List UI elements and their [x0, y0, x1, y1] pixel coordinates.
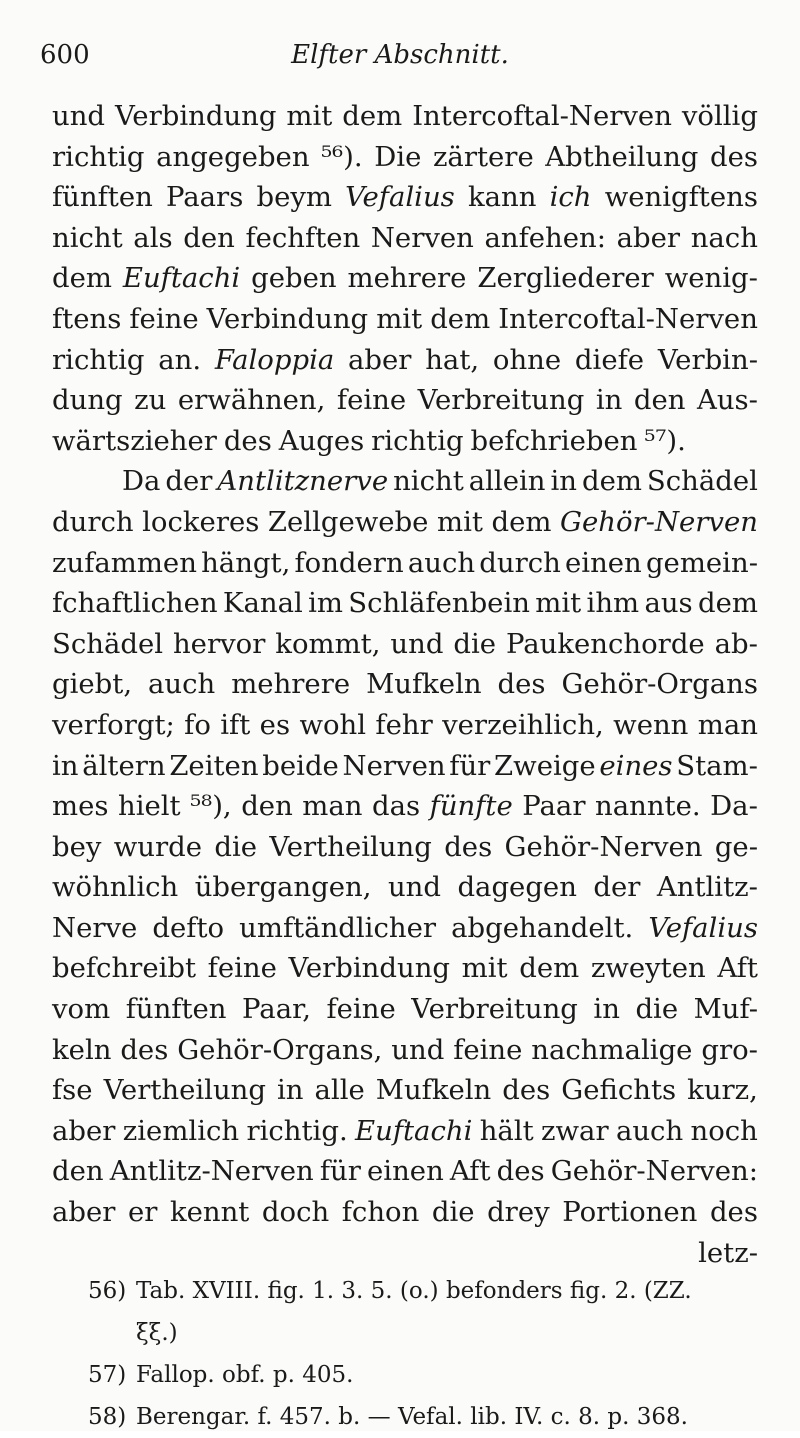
text-line	[52, 1070, 758, 1111]
word: fünfte	[429, 790, 513, 823]
word: Aus-	[696, 384, 758, 417]
word: und	[387, 871, 441, 904]
word: er	[127, 1196, 158, 1229]
word: vom	[52, 993, 111, 1026]
word: für	[449, 749, 491, 782]
word: fo	[184, 708, 211, 741]
word: aber	[616, 221, 681, 254]
text-line	[52, 989, 758, 1030]
text-line	[52, 583, 758, 624]
word: des	[497, 668, 546, 701]
word: verzeihlich,	[442, 708, 604, 741]
word: Auges	[278, 424, 365, 457]
word: fehr	[375, 708, 433, 741]
word: Intercoftal-Nerven	[412, 100, 672, 132]
word: zärtere	[432, 140, 534, 173]
text-line	[52, 1151, 758, 1192]
word: ⁵⁷).	[644, 424, 686, 457]
word: dem	[52, 262, 112, 295]
word: Verbindung	[206, 302, 369, 335]
word: den	[183, 221, 235, 254]
text-line	[52, 340, 758, 381]
word: alle	[314, 1074, 365, 1107]
word: für	[319, 1155, 361, 1188]
word: dagegen	[457, 871, 577, 904]
word: Nerven	[342, 749, 446, 782]
word: mit	[376, 302, 423, 335]
word: Gehör-Nerven:	[550, 1155, 758, 1188]
word: beym	[256, 181, 332, 214]
word: ziemlich	[122, 1114, 240, 1147]
word: auch	[407, 546, 476, 579]
word: Kanal	[222, 587, 303, 620]
word: aber	[348, 343, 412, 376]
word: in	[593, 993, 620, 1026]
word: verforgt;	[52, 708, 175, 741]
word: ältern	[82, 749, 166, 782]
word: keln	[52, 1033, 112, 1066]
word: durch	[52, 505, 134, 538]
word: Paar,	[242, 993, 311, 1026]
word: angegeben	[156, 140, 310, 173]
word: zwar	[541, 1114, 609, 1147]
word: die	[635, 993, 679, 1026]
word: Antlitznerve	[217, 465, 389, 498]
word: mehrere	[347, 262, 467, 295]
body-text	[52, 96, 758, 1273]
word: Zweige	[494, 749, 596, 782]
word: dem	[581, 465, 642, 498]
word: fünften	[52, 181, 153, 214]
word: mit	[461, 952, 508, 985]
text-line	[52, 137, 758, 178]
word: doch	[261, 1196, 330, 1229]
word: eines	[599, 749, 673, 782]
word: Gehör-Organs,	[177, 1033, 383, 1066]
word: befchreibt	[52, 952, 197, 985]
word: in	[277, 1074, 304, 1107]
word: Da	[122, 465, 161, 498]
word: feine	[453, 1033, 523, 1066]
word: in	[595, 384, 623, 417]
word: aber	[52, 1114, 116, 1147]
footnote	[88, 1312, 760, 1354]
word: Da-	[710, 790, 758, 823]
text-line	[52, 867, 758, 908]
word: Antlitz-Nerven	[109, 1155, 314, 1188]
word: Paukenchorde	[505, 627, 705, 660]
word: Schädel	[646, 465, 758, 498]
word: Euftachi	[355, 1114, 473, 1147]
word: wärtszieher	[52, 424, 217, 457]
word: dem	[430, 302, 491, 335]
word: Abtheilung	[545, 140, 699, 173]
word: wenn	[613, 708, 689, 741]
word: Verbindung	[288, 952, 451, 985]
word: Verbindung	[114, 100, 277, 132]
word: ge-	[714, 830, 758, 863]
word: Gehör-Nerven	[560, 505, 758, 538]
running-head: Elfter Abschnitt.	[291, 40, 509, 70]
text-line	[52, 380, 758, 421]
word: fondern	[294, 546, 404, 579]
word: ihm	[586, 587, 640, 620]
word: wenig-	[664, 262, 758, 295]
text-line	[52, 1111, 758, 1152]
word: ift	[220, 708, 251, 741]
word: ich	[549, 181, 592, 214]
word: bey	[52, 830, 102, 863]
word: richtig.	[246, 1114, 348, 1147]
word: feine	[326, 993, 396, 1026]
word: Zeiten	[169, 749, 259, 782]
word: Aft	[449, 1155, 491, 1188]
word: Stam-	[676, 749, 758, 782]
page-number: 600	[40, 40, 90, 70]
word: richtig	[52, 343, 145, 376]
word: Verbreitung	[411, 993, 578, 1026]
word: des	[502, 1074, 551, 1107]
word: einen	[367, 1155, 444, 1188]
word: Nerven	[370, 221, 474, 254]
word: des	[709, 1196, 758, 1229]
text-line	[52, 664, 758, 705]
text-line	[52, 96, 758, 137]
word: drey	[487, 1196, 550, 1229]
word: der	[593, 871, 641, 904]
word: wurde	[113, 830, 203, 863]
footnote	[88, 1396, 760, 1438]
word: durch	[479, 546, 561, 579]
word: aber	[52, 1196, 116, 1229]
word: nach	[690, 221, 758, 254]
word: Vertheilung	[269, 830, 432, 863]
text-line	[52, 421, 758, 462]
word: abgehandelt.	[451, 911, 634, 944]
word: die	[214, 830, 258, 863]
word: nachmalige	[531, 1033, 693, 1066]
word: kurz,	[687, 1074, 758, 1107]
word: Paar	[522, 790, 586, 823]
word: fchon	[341, 1196, 420, 1229]
word: hält	[479, 1114, 534, 1147]
word: des	[120, 1033, 169, 1066]
word: die	[453, 627, 497, 660]
text-line	[52, 948, 758, 989]
word: ⁵⁸),	[190, 790, 232, 823]
word: dem	[491, 505, 552, 538]
page-header	[40, 40, 760, 80]
word: hervor	[172, 627, 266, 660]
word: nannte.	[595, 790, 701, 823]
word: fse	[52, 1074, 93, 1107]
word: umftändlicher	[239, 911, 437, 944]
word: defto	[152, 911, 225, 944]
word: als	[133, 221, 173, 254]
word: man	[302, 790, 363, 823]
word: Paars	[166, 181, 244, 214]
text-line	[52, 1192, 758, 1233]
word: geben	[251, 262, 337, 295]
word: an.	[158, 343, 202, 376]
word: Gehör-Nerven	[504, 830, 703, 863]
word: Nerve	[52, 911, 138, 944]
word: richtig	[371, 424, 464, 457]
word: und	[391, 1033, 445, 1066]
word: feine	[336, 384, 407, 417]
text-line	[52, 705, 758, 746]
word: völlig	[681, 100, 758, 132]
word: aus	[644, 587, 693, 620]
word: Aft	[717, 952, 758, 985]
word: noch	[690, 1114, 758, 1147]
word: Schädel	[52, 627, 164, 660]
footnote	[88, 1270, 760, 1312]
word: dem	[697, 587, 758, 620]
word: zweyten	[590, 952, 706, 985]
word: Verbin-	[657, 343, 758, 376]
text-line	[52, 177, 758, 218]
word: feine	[207, 952, 277, 985]
word: kennt	[169, 1196, 250, 1229]
word: fünften	[125, 993, 227, 1026]
word: befchrieben	[470, 424, 638, 457]
word: mes	[52, 790, 109, 823]
word: kommt,	[275, 627, 381, 660]
word: lockeres	[142, 505, 260, 538]
word: Antlitz-	[656, 871, 758, 904]
word: das	[372, 790, 421, 823]
word: hängt,	[201, 546, 291, 579]
word: und	[52, 100, 106, 132]
text-line	[52, 502, 758, 543]
word: anfehen:	[484, 221, 607, 254]
word: nicht	[52, 221, 123, 254]
word: Verbreitung	[417, 384, 585, 417]
word: zufammen	[52, 546, 197, 579]
word: nicht	[393, 465, 464, 498]
text-line	[52, 746, 758, 787]
footnote-number: 58)	[88, 1404, 127, 1430]
word: Vefalius	[648, 911, 758, 944]
word: Muf-	[693, 993, 758, 1026]
text-line	[52, 543, 758, 584]
word: in	[550, 465, 577, 498]
word: ab-	[714, 627, 758, 660]
word: des	[444, 830, 493, 863]
word: wenigftens	[604, 181, 758, 214]
word: Gehör-Organs	[561, 668, 758, 701]
word: einen	[565, 546, 642, 579]
footnote-number: 56)	[88, 1278, 127, 1304]
word: kann	[467, 181, 537, 214]
word: der	[165, 465, 213, 498]
word: des	[496, 1155, 545, 1188]
word: Vefalius	[345, 181, 455, 214]
text-line	[52, 1233, 758, 1274]
word: Die	[374, 140, 422, 173]
word: Schläfenbein	[348, 587, 530, 620]
word: die	[431, 1196, 475, 1229]
word: mit	[437, 505, 483, 538]
word: allein	[468, 465, 546, 498]
word: übergangen,	[194, 871, 372, 904]
word: fchaftlichen	[52, 587, 218, 620]
text-line	[52, 1030, 758, 1071]
word: des	[710, 140, 758, 173]
word: gro-	[701, 1033, 758, 1066]
word: Mufkeln	[375, 1074, 492, 1107]
word: Intercoftal-Nerven	[498, 302, 758, 335]
text-line	[52, 258, 758, 299]
word: dem	[519, 952, 580, 985]
word: Zergliederer	[477, 262, 654, 295]
word: mehrere	[231, 668, 351, 701]
word: ohne	[492, 343, 562, 376]
footnote-text: ξξ.)	[136, 1320, 178, 1346]
word: ftens	[52, 302, 122, 335]
word: den	[633, 384, 686, 417]
word: ⁵⁶).	[321, 140, 363, 173]
word: diefe	[574, 343, 645, 376]
word: in	[52, 749, 79, 782]
word: dem	[342, 100, 403, 132]
footnote-text: Tab. XVIII. fig. 1. 3. 5. (o.) befonders fig. 2. (ZZ.	[136, 1278, 692, 1304]
word: des	[223, 424, 272, 457]
word: den	[52, 1155, 104, 1188]
word: erwähnen,	[177, 384, 326, 417]
word: dung	[52, 384, 123, 417]
word: wöhnlich	[52, 871, 179, 904]
word: Portionen	[562, 1196, 698, 1229]
word: richtig	[52, 140, 145, 173]
word: feine	[129, 302, 199, 335]
footnote	[88, 1354, 760, 1396]
word: wohl	[299, 708, 367, 741]
word: Faloppia	[214, 343, 335, 376]
word: Vertheilung	[103, 1074, 266, 1107]
word: den	[241, 790, 293, 823]
word: mit	[535, 587, 582, 620]
word: Gefichts	[561, 1074, 677, 1107]
word: letz-	[698, 1236, 758, 1269]
word: zu	[134, 384, 167, 417]
word: auch	[148, 668, 216, 701]
word: giebt,	[52, 668, 133, 701]
word: im	[308, 587, 343, 620]
footnote-text: Fallop. obf. p. 405.	[136, 1362, 354, 1388]
text-line	[52, 218, 758, 259]
word: Mufkeln	[366, 668, 482, 701]
word: beide	[262, 749, 339, 782]
footnote-number: 57)	[88, 1362, 127, 1388]
word: hat,	[425, 343, 480, 376]
word: fechften	[245, 221, 361, 254]
word: hielt	[117, 790, 181, 823]
footnotes	[88, 1270, 760, 1438]
text-line	[52, 908, 758, 949]
text-line	[52, 461, 758, 502]
word: Euftachi	[122, 262, 241, 295]
word: mit	[286, 100, 333, 132]
word: es	[259, 708, 291, 741]
footnote-text: Berengar. f. 457. b. — Vefal. lib. IV. c. 8. p. 368.	[136, 1404, 688, 1430]
text-line	[52, 827, 758, 868]
text-line	[52, 299, 758, 340]
word: Zellgewebe	[267, 505, 429, 538]
word: auch	[615, 1114, 684, 1147]
word: man	[697, 708, 758, 741]
text-line	[52, 624, 758, 665]
text-line	[52, 786, 758, 827]
word: gemein-	[645, 546, 758, 579]
word: und	[390, 627, 444, 660]
